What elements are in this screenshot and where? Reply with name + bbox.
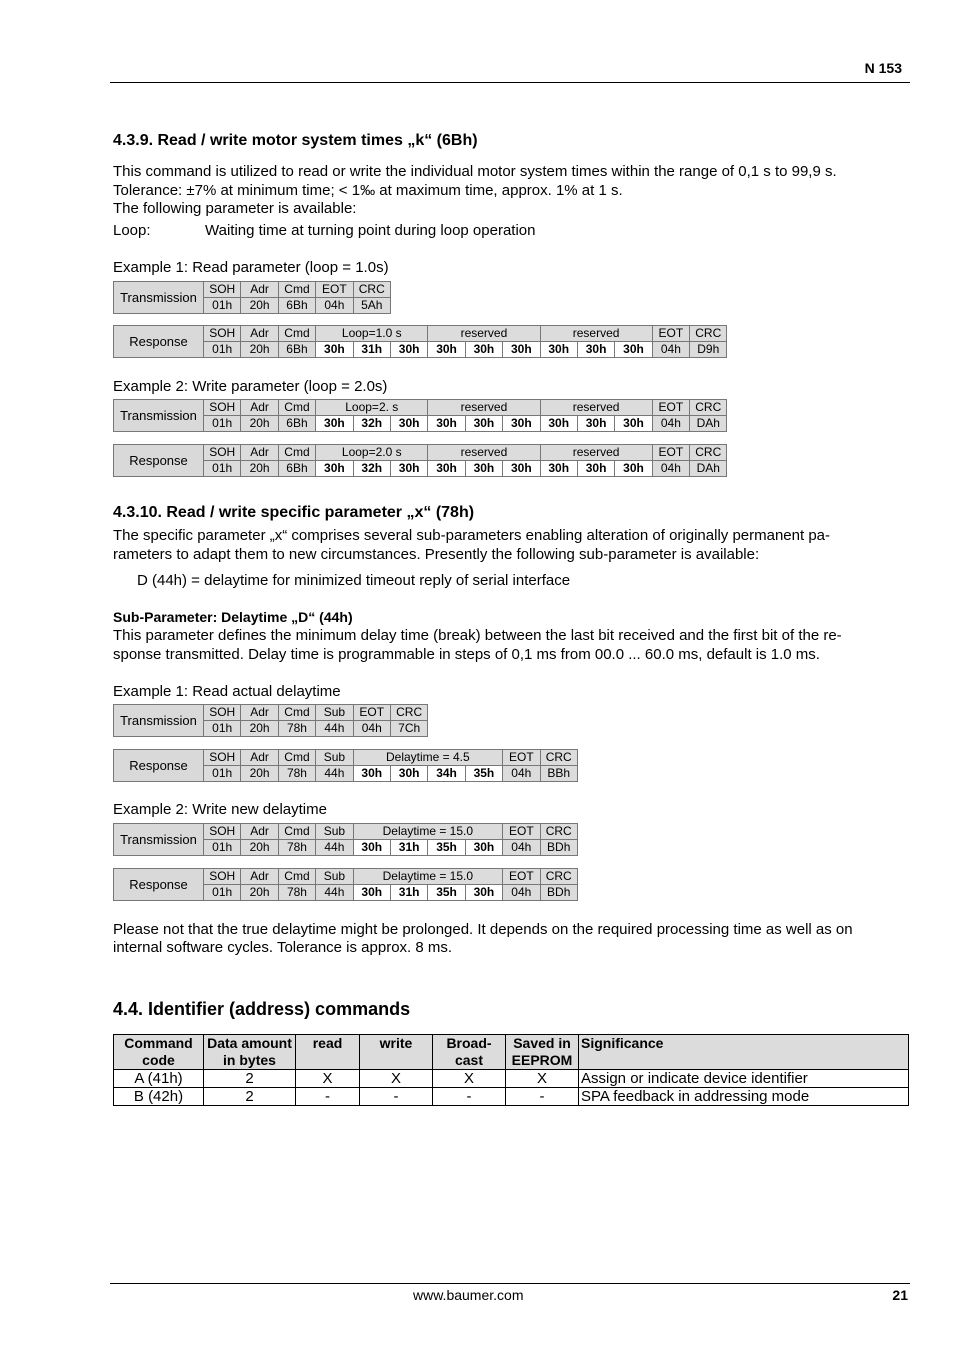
frame-byte: 01h: [204, 416, 241, 432]
frame-label: Transmission: [114, 705, 204, 737]
frame-byte: 30h: [316, 461, 353, 477]
frame-byte: BDh: [540, 885, 577, 901]
frame-field-header: Cmd: [278, 445, 315, 461]
frame-byte: D9h: [690, 342, 727, 358]
frame-byte: 30h: [503, 342, 540, 358]
document-id: N 153: [864, 60, 902, 76]
col-header: read: [296, 1035, 360, 1070]
frame-field-header: SOH: [204, 326, 241, 342]
frame-field-header: Cmd: [278, 705, 315, 721]
frame-byte: 6Bh: [278, 416, 315, 432]
frame-byte: 35h: [428, 840, 465, 856]
param-desc: Waiting time at turning point during loop operation: [205, 222, 536, 239]
frame-field-header: CRC: [540, 750, 577, 766]
frame-byte: 30h: [353, 840, 390, 856]
cell: -: [506, 1088, 579, 1106]
example-caption: Example 1: Read parameter (loop = 1.0s): [113, 259, 389, 276]
frame-byte: 34h: [428, 766, 465, 782]
frame-byte: 20h: [241, 461, 278, 477]
frame-field-header: reserved: [540, 400, 652, 416]
cell: -: [296, 1088, 360, 1106]
footer-url: www.baumer.com: [413, 1287, 524, 1303]
frame-byte: 04h: [652, 416, 689, 432]
note: internal software cycles. Tolerance is approx. 8 ms.: [113, 939, 453, 956]
frame-field-header: Cmd: [278, 824, 315, 840]
frame-byte: 04h: [503, 766, 540, 782]
frame-field-header: SOH: [204, 445, 241, 461]
frame-byte: 30h: [540, 416, 577, 432]
frame-byte: 30h: [503, 416, 540, 432]
frame-field-header: Loop=2.0 s: [316, 445, 428, 461]
frame-table: [113, 704, 428, 737]
frame-field-header: CRC: [353, 282, 390, 298]
frame-byte: 20h: [241, 298, 278, 314]
frame-byte: 30h: [577, 416, 614, 432]
frame-byte: 6Bh: [278, 461, 315, 477]
table-header-row: [114, 1035, 909, 1070]
frame-byte: BDh: [540, 840, 577, 856]
frame-field-header: EOT: [652, 445, 689, 461]
col-header: Saved in EEPROM: [506, 1035, 579, 1070]
frame-field-header: Sub: [316, 869, 353, 885]
frame-table: [113, 868, 578, 901]
frame-byte: 30h: [353, 885, 390, 901]
frame-byte: 04h: [652, 342, 689, 358]
frame-field-header: SOH: [204, 705, 241, 721]
frame-label: Response: [114, 869, 204, 901]
frame-byte: 01h: [204, 840, 241, 856]
frame-label: Transmission: [114, 824, 204, 856]
table-row: [114, 1070, 909, 1088]
frame-field-header: CRC: [540, 869, 577, 885]
frame-byte: 01h: [204, 721, 241, 737]
frame-label: Transmission: [114, 282, 204, 314]
frame-byte: 7Ch: [390, 721, 427, 737]
cell: B (42h): [114, 1088, 204, 1106]
cell: X: [433, 1070, 506, 1088]
frame-field-header: reserved: [540, 445, 652, 461]
cell: X: [506, 1070, 579, 1088]
frame-byte: 78h: [278, 885, 315, 901]
frame-field-header: Adr: [241, 824, 278, 840]
frame-byte: 44h: [316, 766, 353, 782]
frame-byte: 30h: [465, 342, 502, 358]
frame-byte: 35h: [465, 766, 502, 782]
frame-byte: 30h: [540, 461, 577, 477]
page-number: 21: [892, 1287, 908, 1303]
frame-field-header: SOH: [204, 750, 241, 766]
frame-field-header: Cmd: [278, 326, 315, 342]
frame-field-header: EOT: [503, 869, 540, 885]
frame-byte: 30h: [428, 342, 465, 358]
frame-byte: 32h: [353, 416, 390, 432]
frame-field-header: Cmd: [278, 869, 315, 885]
sub-parameter-item: D (44h) = delaytime for minimized timeout reply of serial interface: [137, 572, 571, 589]
identifier-commands-table: [113, 1034, 909, 1106]
frame-field-header: Adr: [241, 445, 278, 461]
frame-byte: BBh: [540, 766, 577, 782]
frame-field-header: Delaytime = 15.0: [353, 824, 503, 840]
cell: Assign or indicate device identifier: [579, 1070, 909, 1088]
section-4-3-9-title: 4.3.9. Read / write motor system times „k“ (6Bh): [113, 132, 478, 149]
frame-byte: 30h: [615, 416, 652, 432]
frame-field-header: Cmd: [278, 400, 315, 416]
frame-field-header: Delaytime = 15.0: [353, 869, 503, 885]
frame-field-header: Adr: [241, 326, 278, 342]
frame-field-header: Sub: [316, 750, 353, 766]
example-caption: Example 1: Read actual delaytime: [113, 683, 341, 700]
col-header: write: [360, 1035, 433, 1070]
col-header: Data amount in bytes: [204, 1035, 296, 1070]
frame-byte: DAh: [690, 461, 727, 477]
frame-byte: 04h: [503, 885, 540, 901]
frame-field-header: reserved: [540, 326, 652, 342]
frame-field-header: SOH: [204, 400, 241, 416]
col-header: Broad- cast: [433, 1035, 506, 1070]
frame-byte: 30h: [465, 461, 502, 477]
sub-parameter-title: Sub-Parameter: Delaytime „D“ (44h): [113, 609, 353, 625]
frame-field-header: Adr: [241, 705, 278, 721]
cell: 2: [204, 1070, 296, 1088]
paragraph: The specific parameter „x“ comprises several sub-parameters enabling alteration of originally permanent pa-: [113, 527, 830, 544]
paragraph: Tolerance: ±7% at minimum time; < 1‰ at maximum time, approx. 1% at 1 s.: [113, 182, 623, 199]
frame-byte: 30h: [353, 766, 390, 782]
frame-label: Response: [114, 326, 204, 358]
paragraph: This parameter defines the minimum delay time (break) between the last bit received and the first bit of the re-: [113, 627, 842, 644]
frame-field-header: EOT: [316, 282, 353, 298]
section-4-3-10-title: 4.3.10. Read / write specific parameter „x“ (78h): [113, 504, 475, 521]
frame-byte: 30h: [390, 766, 427, 782]
frame-field-header: Adr: [241, 869, 278, 885]
frame-byte: 44h: [316, 885, 353, 901]
cell: A (41h): [114, 1070, 204, 1088]
cell: X: [296, 1070, 360, 1088]
frame-byte: 5Ah: [353, 298, 390, 314]
frame-byte: 31h: [353, 342, 390, 358]
frame-field-header: Adr: [241, 282, 278, 298]
cell: X: [360, 1070, 433, 1088]
frame-byte: 01h: [204, 461, 241, 477]
frame-byte: 78h: [278, 721, 315, 737]
frame-byte: 30h: [390, 416, 427, 432]
frame-field-header: reserved: [428, 326, 540, 342]
frame-field-header: Cmd: [278, 750, 315, 766]
table-row: [114, 1088, 909, 1106]
frame-field-header: SOH: [204, 824, 241, 840]
frame-byte: 30h: [577, 342, 614, 358]
frame-table: [113, 823, 578, 856]
frame-byte: 30h: [390, 461, 427, 477]
frame-byte: 44h: [316, 840, 353, 856]
frame-field-header: Loop=2. s: [316, 400, 428, 416]
frame-byte: 31h: [390, 885, 427, 901]
frame-field-header: Loop=1.0 s: [316, 326, 428, 342]
section-4-4-title: 4.4. Identifier (address) commands: [113, 999, 411, 1019]
frame-byte: 6Bh: [278, 298, 315, 314]
frame-byte: 04h: [316, 298, 353, 314]
frame-byte: 6Bh: [278, 342, 315, 358]
frame-label: Transmission: [114, 400, 204, 432]
frame-byte: 04h: [503, 840, 540, 856]
cell: -: [360, 1088, 433, 1106]
frame-byte: 30h: [428, 416, 465, 432]
frame-byte: 30h: [503, 461, 540, 477]
frame-byte: 20h: [241, 416, 278, 432]
frame-field-header: CRC: [540, 824, 577, 840]
frame-table: [113, 749, 578, 782]
frame-byte: 78h: [278, 840, 315, 856]
frame-byte: 04h: [353, 721, 390, 737]
frame-field-header: EOT: [353, 705, 390, 721]
frame-byte: 31h: [390, 840, 427, 856]
paragraph: This command is utilized to read or write the individual motor system times within the range of 0,1 s to 99,9 s.: [113, 163, 837, 180]
frame-byte: 35h: [428, 885, 465, 901]
param-name: Loop:: [113, 222, 151, 239]
frame-byte: 20h: [241, 766, 278, 782]
cell: 2: [204, 1088, 296, 1106]
frame-byte: DAh: [690, 416, 727, 432]
frame-field-header: EOT: [503, 750, 540, 766]
frame-field-header: CRC: [690, 445, 727, 461]
frame-field-header: Sub: [316, 705, 353, 721]
frame-field-header: CRC: [390, 705, 427, 721]
frame-table: [113, 444, 727, 477]
frame-field-header: CRC: [690, 326, 727, 342]
frame-byte: 01h: [204, 885, 241, 901]
footer-rule: [110, 1283, 910, 1284]
frame-byte: 30h: [465, 416, 502, 432]
example-caption: Example 2: Write parameter (loop = 2.0s): [113, 378, 388, 395]
frame-label: Response: [114, 750, 204, 782]
frame-field-header: reserved: [428, 400, 540, 416]
frame-table: [113, 399, 727, 432]
frame-field-header: EOT: [652, 400, 689, 416]
frame-byte: 44h: [316, 721, 353, 737]
frame-byte: 30h: [465, 885, 502, 901]
frame-field-header: SOH: [204, 869, 241, 885]
cell: SPA feedback in addressing mode: [579, 1088, 909, 1106]
frame-label: Response: [114, 445, 204, 477]
frame-byte: 30h: [316, 342, 353, 358]
paragraph: The following parameter is available:: [113, 200, 357, 217]
frame-field-header: CRC: [690, 400, 727, 416]
note: Please not that the true delaytime might be prolonged. It depends on the required processing time as well as on: [113, 921, 853, 938]
frame-byte: 04h: [652, 461, 689, 477]
frame-field-header: Delaytime = 4.5: [353, 750, 503, 766]
paragraph: rameters to adapt them to new circumstances. Presently the following sub-parameter is available:: [113, 546, 760, 563]
frame-field-header: reserved: [428, 445, 540, 461]
frame-byte: 20h: [241, 342, 278, 358]
paragraph: sponse transmitted. Delay time is programmable in steps of 0,1 ms from 00.0 ... 60.0 ms, default is 1.0 ms.: [113, 646, 820, 663]
frame-field-header: SOH: [204, 282, 241, 298]
col-header: Significance: [579, 1035, 909, 1070]
header-rule: [110, 82, 910, 83]
frame-field-header: Cmd: [278, 282, 315, 298]
frame-table: [113, 325, 727, 358]
frame-byte: 32h: [353, 461, 390, 477]
frame-byte: 01h: [204, 766, 241, 782]
frame-byte: 01h: [204, 298, 241, 314]
frame-byte: 30h: [615, 461, 652, 477]
col-header: Command code: [114, 1035, 204, 1070]
cell: -: [433, 1088, 506, 1106]
frame-table: [113, 281, 391, 314]
frame-byte: 30h: [540, 342, 577, 358]
frame-field-header: Adr: [241, 750, 278, 766]
frame-byte: 20h: [241, 840, 278, 856]
frame-byte: 78h: [278, 766, 315, 782]
frame-byte: 20h: [241, 885, 278, 901]
frame-field-header: Sub: [316, 824, 353, 840]
frame-byte: 30h: [428, 461, 465, 477]
frame-byte: 30h: [465, 840, 502, 856]
frame-byte: 01h: [204, 342, 241, 358]
frame-byte: 30h: [577, 461, 614, 477]
frame-byte: 30h: [390, 342, 427, 358]
frame-field-header: EOT: [503, 824, 540, 840]
frame-byte: 30h: [316, 416, 353, 432]
frame-byte: 30h: [615, 342, 652, 358]
example-caption: Example 2: Write new delaytime: [113, 801, 327, 818]
frame-byte: 20h: [241, 721, 278, 737]
frame-field-header: EOT: [652, 326, 689, 342]
frame-field-header: Adr: [241, 400, 278, 416]
